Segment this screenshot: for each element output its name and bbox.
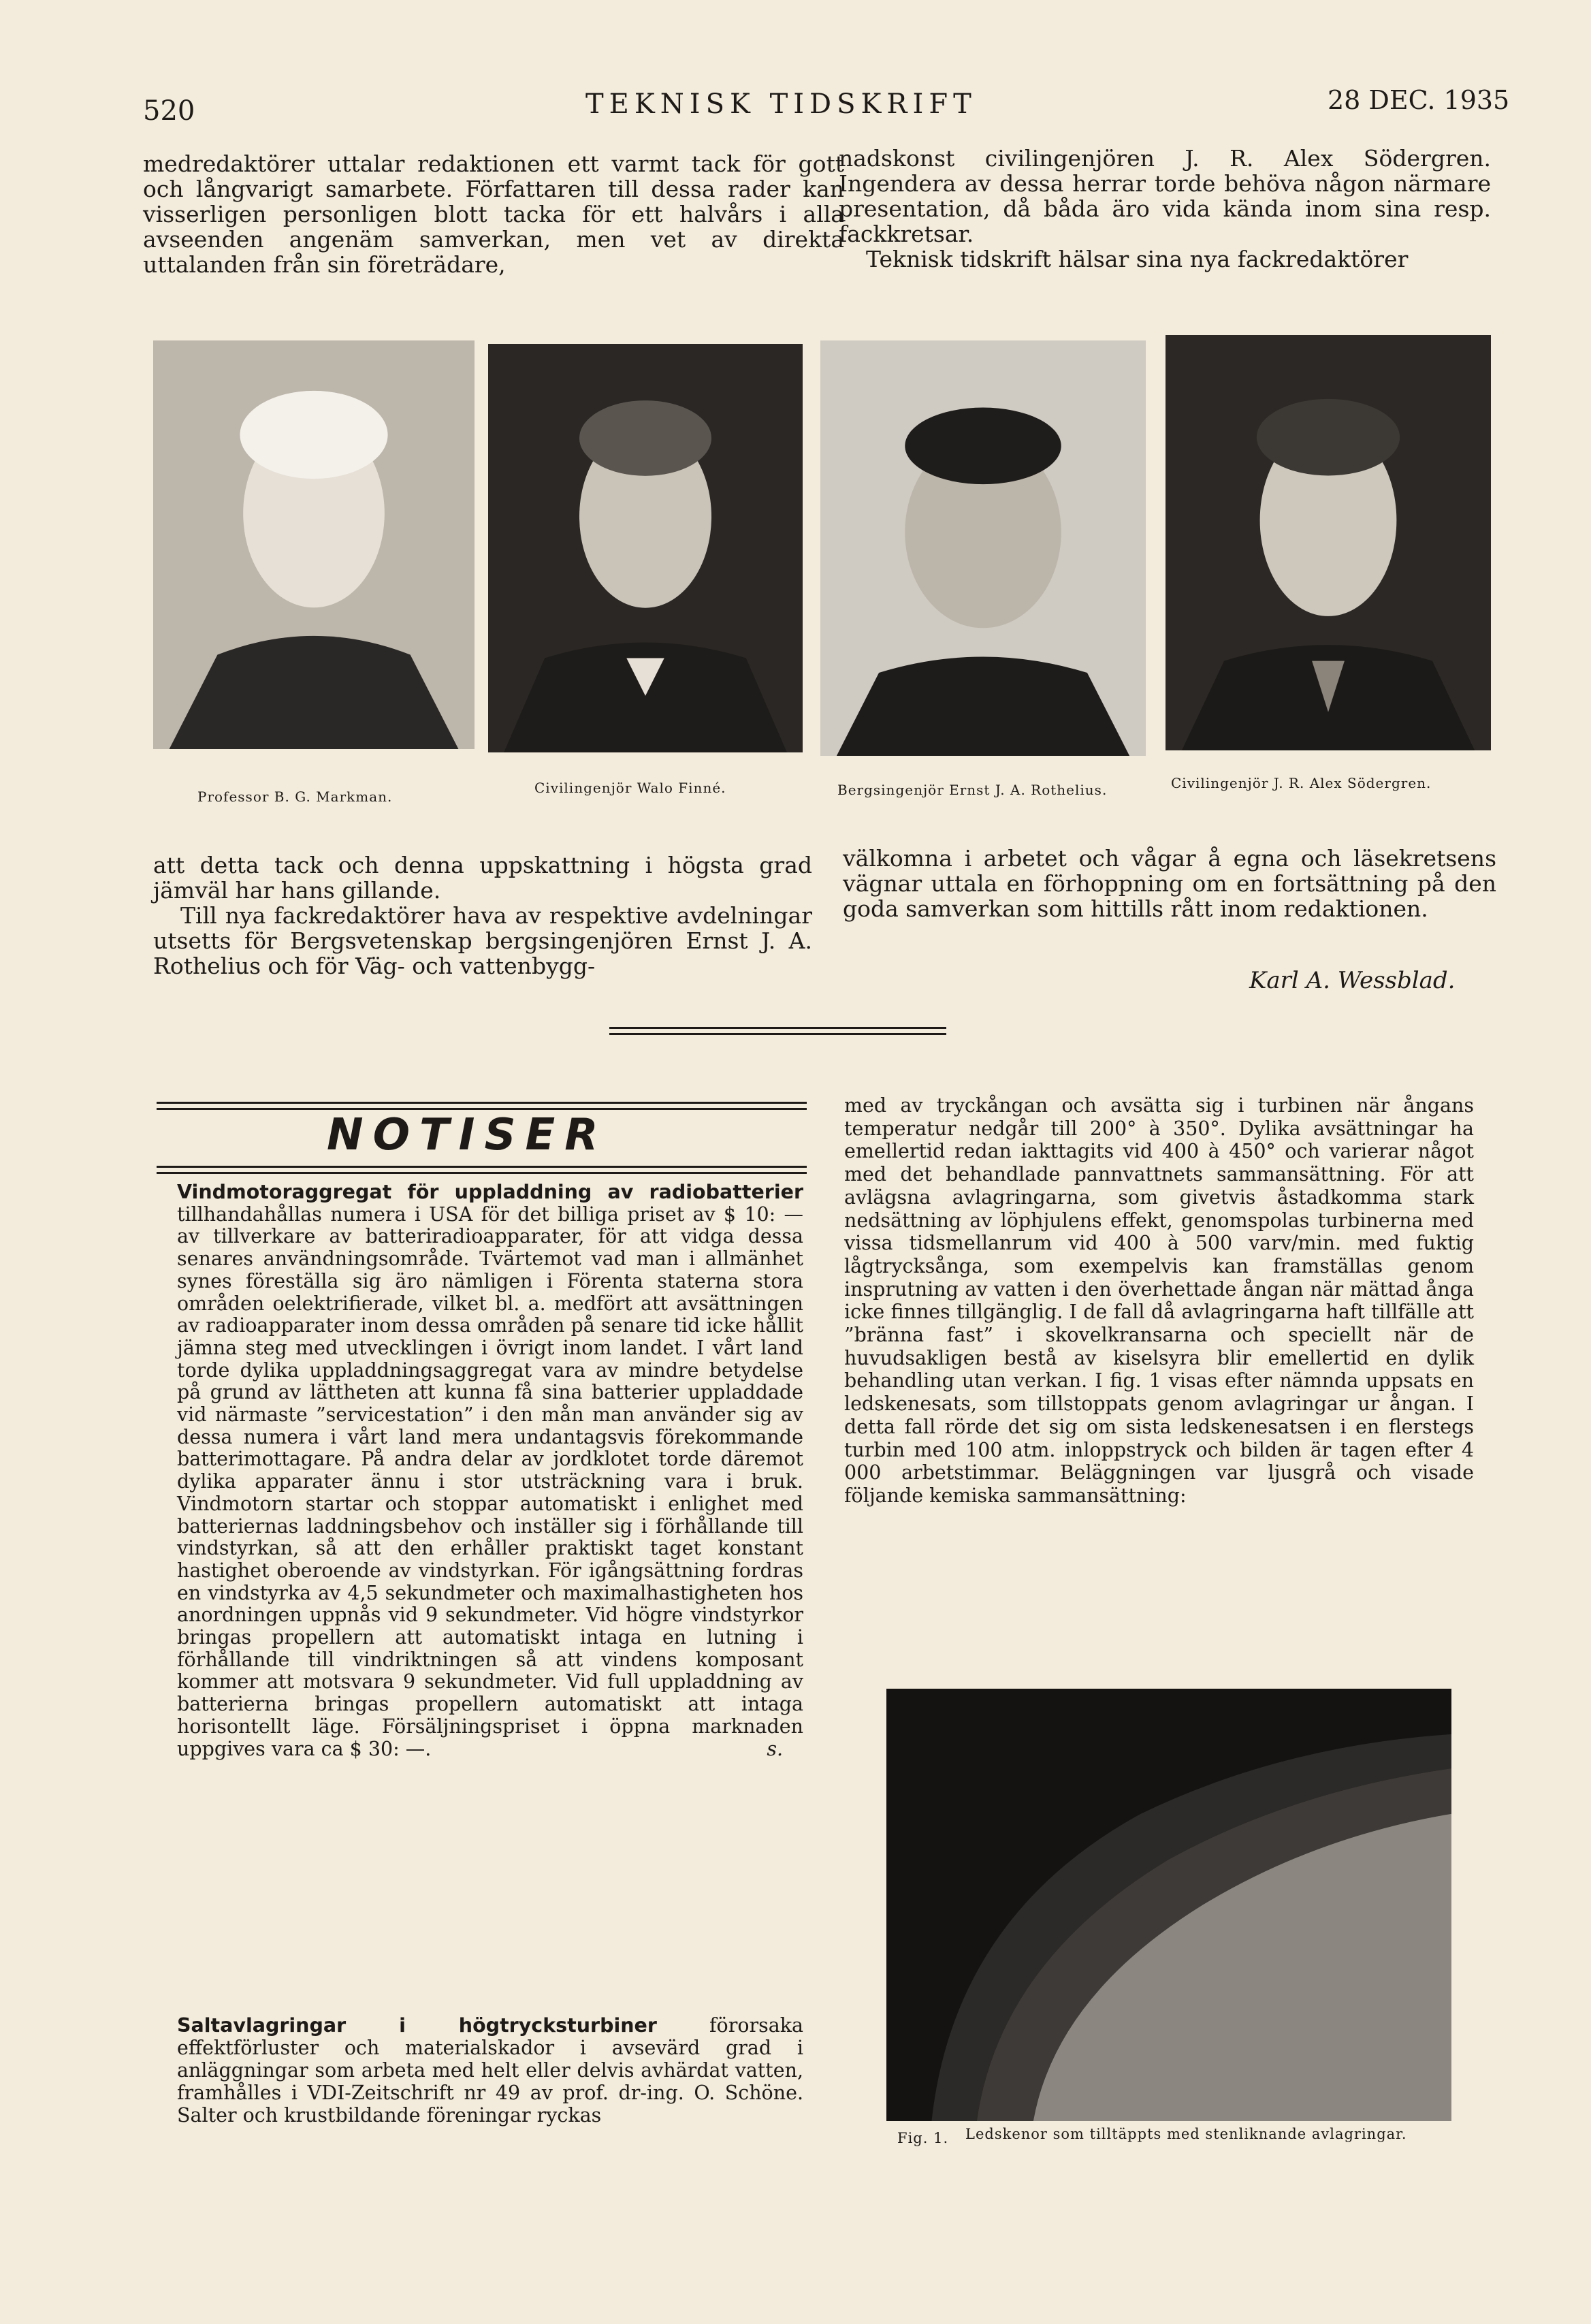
- issue-date: 28 DEC. 1935: [1328, 85, 1510, 115]
- intro-right-text-2: Teknisk tidskrift hälsar sina nya fackredaktörer: [866, 246, 1409, 272]
- signature-wessblad: Karl A. Wessblad.: [1249, 967, 1456, 994]
- intro-left-column: [143, 151, 844, 277]
- caption-rothelius: Bergsingenjör Ernst J. A. Rothelius.: [837, 782, 1108, 798]
- figure-caption: Ledskenor som tilltäppts med stenliknande avlagringar.: [965, 2126, 1407, 2142]
- after-photos-right-column: [843, 846, 1496, 921]
- intro-right-column: [839, 146, 1491, 272]
- portrait-photo-rothelius: [820, 340, 1146, 756]
- intro-right-text: nadskonst civilingenjören J. R. Alex Södergren. Ingendera av dessa herrar torde behöva någon närmare presentation, då båda äro vida kända inom sina resp. fackkretsar.: [839, 145, 1491, 247]
- journal-title: TEKNISK TIDSKRIFT: [585, 89, 977, 120]
- after-photos-left-text: att detta tack och denna uppskattning i högsta grad jämväl har hans gillande.: [153, 852, 812, 904]
- caption-markman: Professor B. G. Markman.: [197, 789, 393, 805]
- intro-left-text: medredaktörer uttalar redaktionen ett varmt tack för gott och långvarigt samarbete. Författaren till dessa rader kan visserligen personligen blott tacka för ett halvårs i alla avseenden angenäm samverkan, men vet av direkta uttalanden från sin företrädare,: [143, 150, 844, 278]
- notiser-left-column: [177, 1181, 803, 1760]
- notiser-heading: NOTISER: [327, 1110, 608, 1160]
- notiser-rule-bottom: [157, 1166, 807, 1174]
- notiser-right-column: [844, 1094, 1474, 1508]
- section-separator: [609, 1027, 946, 1035]
- article-vindmotor-title: Vindmotoraggregat för uppladdning av radiobatterier: [177, 1181, 803, 1203]
- article-vindmotor-text: tillhandahållas numera i USA för det billiga priset av $ 10: — av tillverkare av batteriradioapparater, för att vidga dessa senares användningsområde. Tvärtemot vad man i allmänhet synes föreställa sig äro nämligen i Förenta staterna stora områden oelektrifierade, vilket bl. a. medfört att avsättningen av radioapparater inom dessa områden på senare tid icke hållit jämna steg med utvecklingen i övrigt inom landet. I vårt land torde dylika uppladdningsaggregat vara av mindre betydelse på grund av lättheten att kunna få sina batterier uppladdade vid närmaste ”servicestation” i den mån man använder sig av dessa numera i vårt land mera undantagsvis förekommande batterimottagare. På andra delar av jordklotet torde däremot dylika apparater ännu i stor utsträckning vara i bruk. Vindmotorn startar och stoppar automatiskt i enlighet med batteriernas laddningsbehov och inställer sig i förhållande till vindstyrkan, så att den erhåller praktiskt taget konstant hastighet oberoende av vindstyrkan. För igångsättning fordras en vindstyrka av 4,5 sekundmeter och maximalhastigheten hos anordningen uppnås vid 9 sekundmeter. Vid högre vindstyrkor bringas propellern att automatiskt intaga en lutning i förhållande till vindriktningen så att vindens komposant kommer att motsvara 9 sekundmeter. Vid full uppladdning av batterierna bringas propellern automatiskt att intaga horisontellt läge. Försäljningspriset i öppna marknaden uppgives vara ca $ 30: —.: [177, 1203, 803, 1760]
- figure-turbine-photo: [886, 1689, 1451, 2121]
- article-saltavlagringar: [177, 2014, 803, 2127]
- article-saltavlagringar-continued: med av tryckångan och avsätta sig i turbinen när ångans temperatur nedgår till 200° à 350°. Dylika avsättningar ha emellertid redan iakttagits vid 400 à 450° och varierar något med det behandlade pannvattnets sammansättning. För att avlägsna avlagringarna, som givetvis åstadkomma stark nedsättning av löphjulens effekt, genomspolas turbinerna med vissa tidsmellanrum vid 400 à 500 varv/min. med fuktig lågtrycksånga, som exempelvis kan framställas genom insprutning av vatten i den överhettade ångan när mättad ånga icke finnes tillgänglig. I de fall då avlagringarna haft tillfälle att ”bränna fast” i skovelkransarna och speciellt när de huvudsakligen bestå av kiselsyra blir emellertid en dylik behandling utan verkan. I fig. 1 visas efter nämnda uppsats en ledskenesats, som tillstoppats genom avlagringar ur ångan. I detta fall rörde det sig om sista ledskenesatsen i en flerstegs turbin med 100 atm. inloppstryck och bilden är tagen efter 4 000 arbetstimmar. Beläggningen var ljusgrå och visade följande kemiska sammansättning:: [844, 1094, 1474, 1507]
- notiser-rule-top: [157, 1102, 807, 1110]
- article-saltavlagringar-block: [177, 2014, 803, 2127]
- caption-sodergren: Civilingenjör J. R. Alex Södergren.: [1171, 775, 1432, 791]
- after-photos-left-text-2: Till nya fackredaktörer hava av respektive avdelningar utsetts för Bergsvetenskap bergsingenjören Ernst J. A. Rothelius och för Väg- och vattenbygg-: [153, 902, 812, 979]
- figure-label: Fig. 1.: [897, 2130, 949, 2146]
- page-number: 520: [143, 95, 195, 127]
- portrait-photo-markman: [153, 340, 475, 749]
- article-saltavlagringar-text: förorsaka effektförluster och materialskador i avsevärd grad i anläggningar som arbeta med helt eller delvis avhärdat vatten, framhålles i VDI-Zeitschrift nr 49 av prof. dr-ing. O. Schöne. Salter och krustbildande föreningar ryckas: [177, 2014, 803, 2127]
- article-saltavlagringar-title: Saltavlagringar i högtrycksturbiner: [177, 2014, 657, 2037]
- portrait-photo-finne: [488, 344, 803, 752]
- caption-finne: Civilingenjör Walo Finné.: [534, 780, 726, 796]
- portrait-photo-sodergren: [1166, 335, 1491, 750]
- article-vindmotor-signature: s.: [767, 1737, 783, 1760]
- after-photos-right-text: välkomna i arbetet och vågar å egna och läsekretsens vägnar uttala en förhoppning om en fortsättning på den goda samverkan som hittills rått inom redaktionen.: [843, 845, 1496, 922]
- article-vindmotor: [177, 1181, 803, 1760]
- after-photos-left-column: [153, 853, 812, 978]
